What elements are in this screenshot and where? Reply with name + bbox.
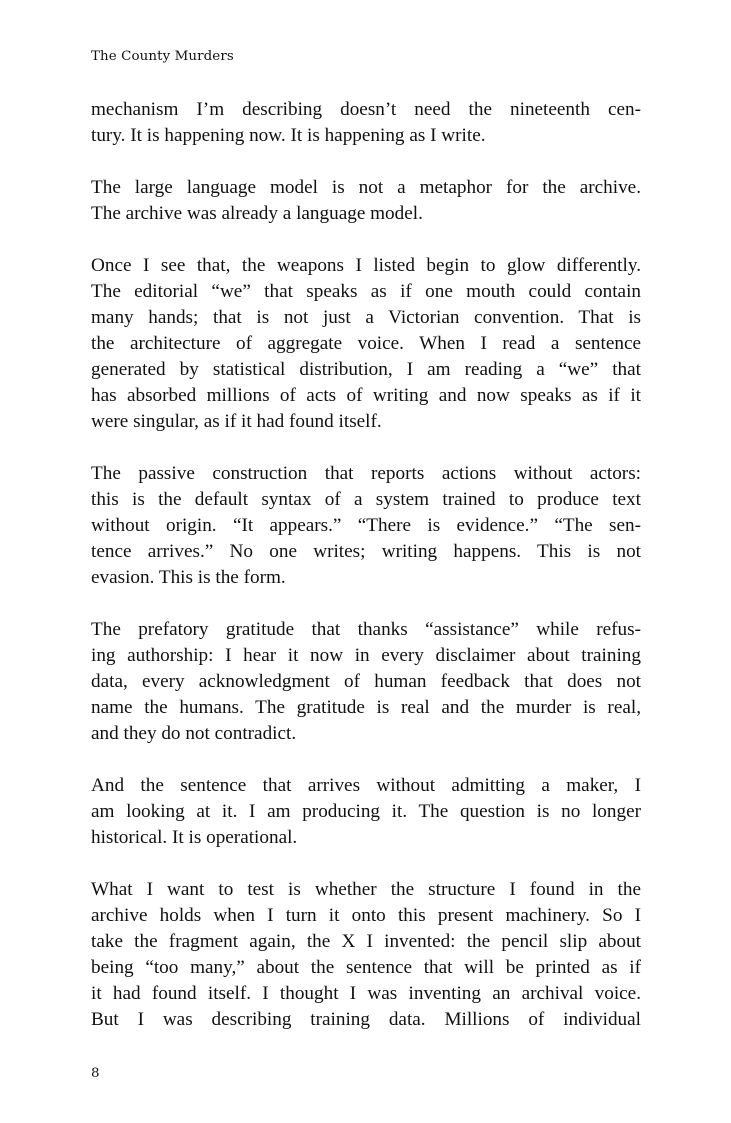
paragraph <box>91 773 641 851</box>
text-line: data, every acknowledgment of human feedback that does not <box>91 671 641 692</box>
paragraph <box>91 253 641 435</box>
text-line: has absorbed millions of acts of writing and now speaks as if it <box>91 385 641 406</box>
text-line: many hands; that is not just a Victorian convention. That is <box>91 307 641 328</box>
text-line: The large language model is not a metaphor for the archive. <box>91 177 641 198</box>
text-line: take the fragment again, the X I invented: the pencil slip about <box>91 931 641 952</box>
text-line: What I want to test is whether the structure I found in the <box>91 879 641 900</box>
paragraph <box>91 175 641 227</box>
text-line: this is the default syntax of a system trained to produce text <box>91 489 641 510</box>
text-line: were singular, as if it had found itself. <box>91 411 382 432</box>
text-line: am looking at it. I am producing it. The question is no longer <box>91 801 641 822</box>
text-line: name the humans. The gratitude is real and the murder is real, <box>91 697 641 718</box>
text-line: Once I see that, the weapons I listed begin to glow differently. <box>91 255 641 276</box>
text-line: it had found itself. I thought I was inventing an archival voice. <box>91 983 641 1004</box>
text-line: evasion. This is the form. <box>91 567 286 588</box>
text-line: The editorial “we” that speaks as if one mouth could contain <box>91 281 641 302</box>
text-line: historical. It is operational. <box>91 827 298 848</box>
text-line: And the sentence that arrives without admitting a maker, I <box>91 775 641 796</box>
body-text <box>91 97 641 1059</box>
paragraph <box>91 461 641 591</box>
text-line: ing authorship: I hear it now in every disclaimer about training <box>91 645 641 666</box>
text-line: and they do not contradict. <box>91 723 297 744</box>
text-line: the architecture of aggregate voice. When I read a sentence <box>91 333 641 354</box>
text-line: being “too many,” about the sentence that will be printed as if <box>91 957 641 978</box>
text-line: tence arrives.” No one writes; writing happens. This is not <box>91 541 641 562</box>
running-header: The County Murders <box>91 49 234 64</box>
text-line: But I was describing training data. Millions of individual <box>91 1009 641 1030</box>
paragraph <box>91 97 641 149</box>
text-line: without origin. “It appears.” “There is evidence.” “The sen- <box>91 515 641 536</box>
text-line: The prefatory gratitude that thanks “assistance” while refus- <box>91 619 641 640</box>
text-line: mechanism I’m describing doesn’t need the nineteenth cen- <box>91 99 641 120</box>
page-number: 8 <box>91 1066 100 1081</box>
text-line: The passive construction that reports actions without actors: <box>91 463 641 484</box>
text-line: generated by statistical distribution, I am reading a “we” that <box>91 359 641 380</box>
text-line: The archive was already a language model. <box>91 203 423 224</box>
text-line: tury. It is happening now. It is happening as I write. <box>91 125 486 146</box>
text-line: archive holds when I turn it onto this present machinery. So I <box>91 905 641 926</box>
paragraph <box>91 617 641 747</box>
paragraph <box>91 877 641 1033</box>
